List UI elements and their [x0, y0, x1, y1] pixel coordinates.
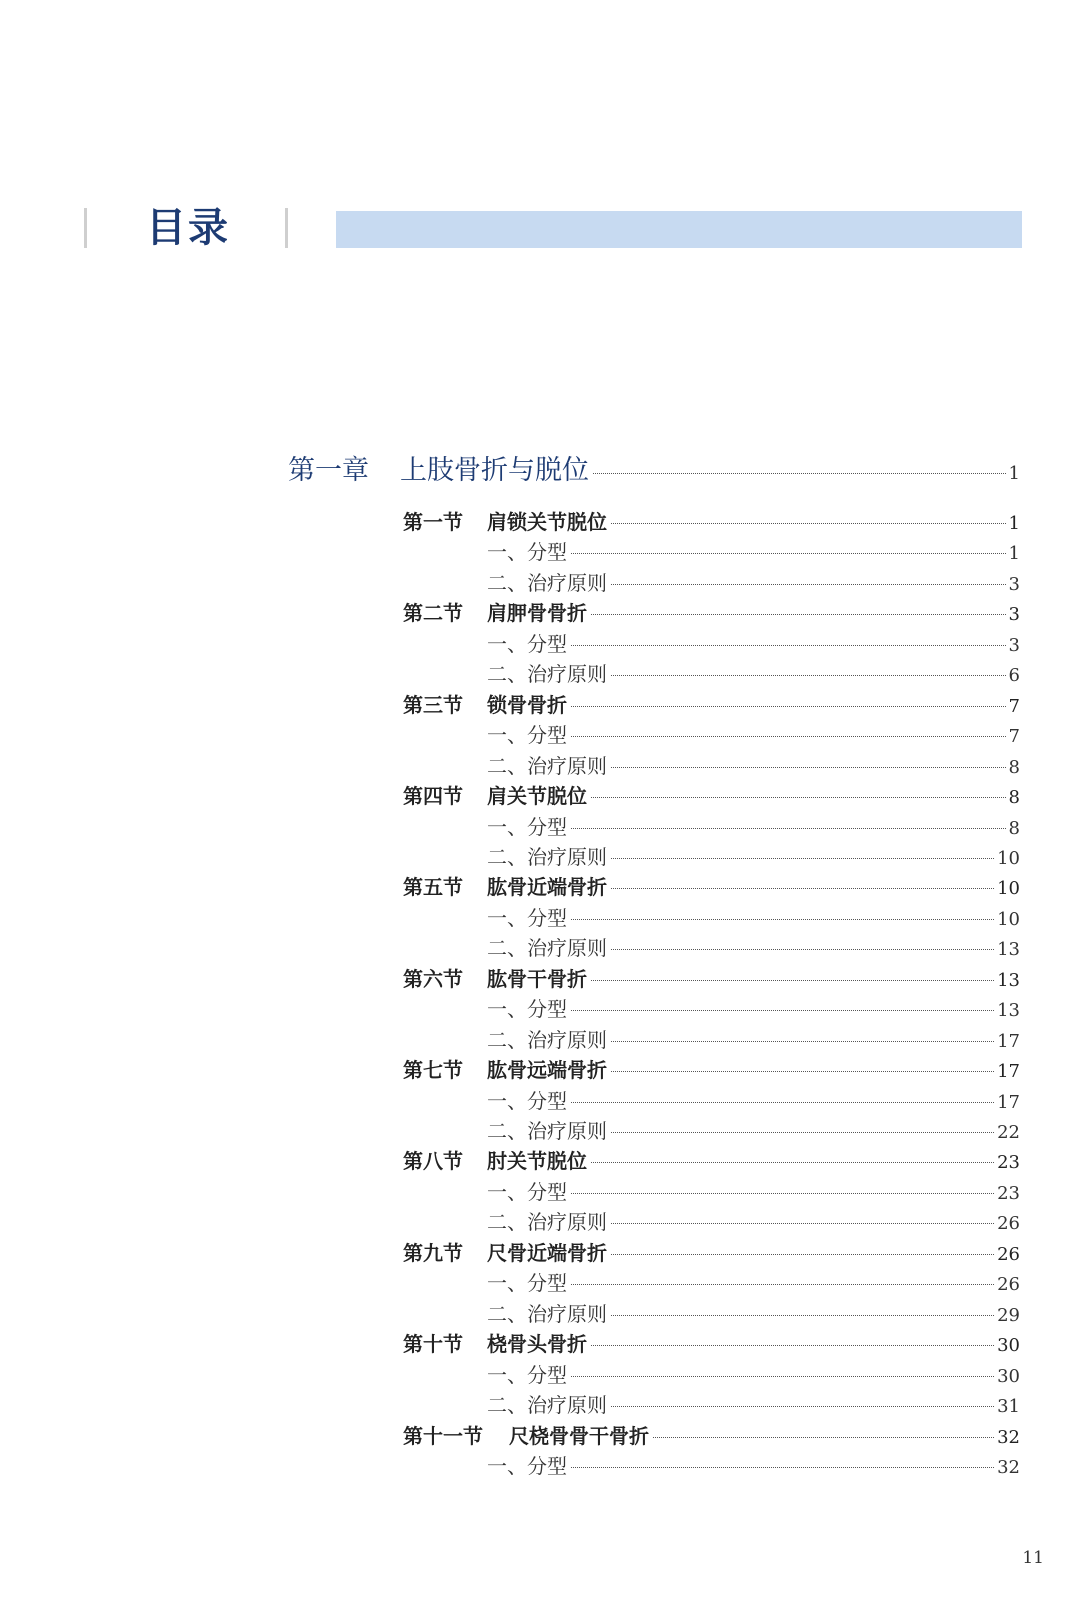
toc-section-entry[interactable] — [403, 871, 1020, 900]
section-title: 肩锁关节脱位 — [487, 510, 607, 534]
dot-leader — [611, 1071, 994, 1072]
toc-subsection-entry[interactable] — [487, 902, 1020, 931]
subsection-label: 一、分型 — [487, 723, 567, 748]
subsection-page: 3 — [1008, 634, 1020, 656]
dot-leader — [611, 858, 994, 859]
section-title: 肱骨近端骨折 — [487, 875, 607, 900]
chapter-label — [288, 448, 589, 487]
subsection-label: 二、治疗原则 — [487, 936, 607, 961]
subsection-page: 1 — [1008, 543, 1020, 565]
section-label — [403, 597, 587, 626]
section-label — [403, 1420, 649, 1449]
section-number: 第一节 — [403, 510, 463, 534]
chapter-number: 第一章 — [288, 455, 369, 486]
subsection-page: 30 — [997, 1365, 1020, 1387]
subsection-page: 10 — [997, 908, 1020, 930]
toc-subsection-entry[interactable] — [487, 811, 1020, 840]
subsection-label: 一、分型 — [487, 631, 567, 656]
section-label — [403, 506, 607, 535]
section-label — [403, 1054, 607, 1083]
subsection-page: 17 — [997, 1030, 1020, 1052]
dot-leader — [571, 553, 1006, 554]
section-title: 肩胛骨骨折 — [487, 601, 587, 626]
section-title: 肱骨干骨折 — [487, 966, 587, 991]
dot-leader — [571, 828, 1006, 829]
subsection-label: 二、治疗原则 — [487, 1027, 607, 1052]
section-page: 3 — [1008, 604, 1020, 626]
section-page: 13 — [997, 969, 1020, 991]
section-title: 尺骨近端骨折 — [487, 1240, 607, 1265]
section-label — [403, 780, 587, 809]
section-page: 8 — [1008, 787, 1020, 809]
toc-subsection-entry[interactable] — [487, 1389, 1020, 1418]
subsection-label: 一、分型 — [487, 1271, 567, 1296]
subsection-page: 26 — [997, 1274, 1020, 1296]
subsection-label: 二、治疗原则 — [487, 570, 607, 595]
section-number: 第三节 — [403, 692, 463, 717]
toc-subsection-entry[interactable] — [487, 1024, 1020, 1053]
subsection-label: 一、分型 — [487, 1088, 567, 1113]
subsection-page: 6 — [1008, 665, 1020, 687]
section-number: 第七节 — [403, 1058, 463, 1083]
subsection-label: 一、分型 — [487, 905, 567, 930]
dot-leader — [571, 919, 994, 920]
dot-leader — [571, 1376, 994, 1377]
toc-subsection-entry[interactable] — [487, 628, 1020, 657]
dot-leader — [571, 1284, 994, 1285]
section-number: 第六节 — [403, 966, 463, 991]
subsection-label: 一、分型 — [487, 814, 567, 839]
dot-leader — [611, 949, 994, 950]
toc-subsection-entry[interactable] — [487, 1206, 1020, 1235]
subsection-page: 10 — [997, 847, 1020, 869]
dot-leader — [611, 1315, 994, 1316]
subsection-page: 17 — [997, 1091, 1020, 1113]
toc-subsection-entry[interactable] — [487, 1176, 1020, 1205]
section-title: 桡骨头骨折 — [487, 1332, 587, 1357]
toc-section-entry[interactable] — [403, 1237, 1020, 1266]
subsection-page: 31 — [997, 1396, 1020, 1418]
section-page: 10 — [997, 878, 1020, 900]
toc-subsection-entry[interactable] — [487, 1359, 1020, 1388]
chapter-title: 上肢骨折与脱位 — [400, 455, 589, 486]
dot-leader — [611, 1041, 994, 1042]
dot-leader — [571, 645, 1006, 646]
section-page: 17 — [997, 1061, 1020, 1083]
section-title: 肘关节脱位 — [487, 1149, 587, 1174]
section-title: 肱骨远端骨折 — [487, 1058, 607, 1083]
subsection-label: 一、分型 — [487, 997, 567, 1022]
section-label — [403, 689, 567, 718]
toc-section-entry[interactable] — [403, 1054, 1020, 1083]
dot-leader — [571, 1102, 994, 1103]
section-page: 30 — [997, 1335, 1020, 1357]
toc-subsection-entry[interactable] — [487, 1267, 1020, 1296]
subsection-label: 二、治疗原则 — [487, 1119, 607, 1143]
section-page: 26 — [997, 1243, 1020, 1265]
subsection-label: 一、分型 — [487, 540, 567, 565]
subsection-label: 二、治疗原则 — [487, 1301, 607, 1326]
toc-section-entry[interactable] — [403, 780, 1020, 809]
subsection-label: 二、治疗原则 — [487, 844, 607, 869]
dot-leader — [591, 1345, 994, 1346]
dot-leader — [611, 767, 1006, 768]
dot-leader — [591, 797, 1006, 798]
toc-section-entry[interactable] — [403, 1145, 1020, 1174]
dot-leader — [611, 1223, 994, 1224]
subsection-page: 8 — [1008, 817, 1020, 839]
dot-leader — [611, 584, 1006, 585]
subsection-page: 26 — [997, 1213, 1020, 1235]
toc-title: 目录 — [146, 205, 230, 251]
subsection-page: 23 — [997, 1182, 1020, 1204]
subsection-label: 一、分型 — [487, 1179, 567, 1204]
dot-leader — [571, 736, 1006, 737]
section-label — [403, 1328, 587, 1357]
header-divider-left — [84, 208, 87, 248]
subsection-label: 二、治疗原则 — [487, 1210, 607, 1235]
toc-section-entry[interactable] — [403, 1420, 1020, 1449]
dot-leader — [571, 1193, 994, 1194]
toc-section-entry[interactable] — [403, 1328, 1020, 1357]
section-label — [403, 871, 607, 900]
toc-subsection-entry[interactable] — [487, 658, 1020, 687]
dot-leader — [611, 1406, 994, 1407]
subsection-page: 29 — [997, 1304, 1020, 1326]
section-label — [403, 963, 587, 992]
dot-leader — [611, 675, 1006, 676]
subsection-page: 13 — [997, 1000, 1020, 1022]
toc-section-entry[interactable] — [403, 597, 1020, 626]
subsection-page: 7 — [1008, 726, 1020, 748]
subsection-label: 一、分型 — [487, 1453, 567, 1478]
section-number: 第四节 — [403, 784, 463, 809]
dot-leader — [653, 1437, 994, 1438]
subsection-page: 3 — [1008, 573, 1020, 595]
section-page: 23 — [997, 1152, 1020, 1174]
subsection-label: 一、分型 — [487, 1362, 567, 1387]
subsection-page: 8 — [1008, 756, 1020, 778]
section-label — [403, 1237, 607, 1266]
dot-leader — [571, 1467, 994, 1468]
subsection-label: 二、治疗原则 — [487, 1393, 607, 1418]
toc-section-entry[interactable] — [403, 506, 1020, 535]
toc-subsection-entry[interactable] — [487, 1115, 1020, 1144]
dot-leader — [593, 473, 1006, 474]
section-page: 7 — [1008, 695, 1020, 717]
dot-leader — [591, 1162, 994, 1163]
header-band — [336, 211, 1022, 248]
header-divider-mid — [285, 208, 288, 248]
toc-section-entry[interactable] — [403, 689, 1020, 718]
toc-chapter-entry[interactable] — [288, 448, 1020, 487]
dot-leader — [611, 888, 994, 889]
subsection-page: 32 — [997, 1456, 1020, 1478]
subsection-page: 13 — [997, 939, 1020, 961]
section-label — [403, 1145, 587, 1174]
toc-subsection-entry[interactable] — [487, 1298, 1020, 1327]
section-title: 锁骨骨折 — [487, 692, 567, 717]
section-number: 第十一节 — [403, 1423, 483, 1448]
dot-leader — [611, 1254, 994, 1255]
section-number: 第九节 — [403, 1240, 463, 1265]
section-page: 32 — [997, 1426, 1020, 1448]
section-number: 第五节 — [403, 875, 463, 900]
dot-leader — [611, 523, 1006, 524]
subsection-label: 二、治疗原则 — [487, 662, 607, 687]
toc-section-entry[interactable] — [403, 963, 1020, 992]
dot-leader — [571, 706, 1006, 707]
toc-subsection-entry[interactable] — [487, 567, 1020, 596]
section-page: 1 — [1008, 513, 1020, 534]
dot-leader — [591, 980, 994, 981]
toc-subsection-entry[interactable] — [487, 932, 1020, 961]
toc-subsection-entry[interactable] — [487, 1085, 1020, 1114]
page-number: 11 — [1022, 1548, 1044, 1568]
dot-leader — [611, 1132, 994, 1133]
toc-subsection-entry[interactable] — [487, 750, 1020, 779]
dot-leader — [591, 614, 1006, 615]
toc-subsection-entry[interactable] — [487, 536, 1020, 565]
toc-subsection-entry[interactable] — [487, 993, 1020, 1022]
section-number: 第八节 — [403, 1149, 463, 1174]
chapter-page: 1 — [1008, 463, 1020, 484]
toc-subsection-entry[interactable] — [487, 1450, 1020, 1479]
subsection-page: 22 — [997, 1122, 1020, 1143]
section-title: 肩关节脱位 — [487, 784, 587, 809]
dot-leader — [571, 1010, 994, 1011]
toc-subsection-entry[interactable] — [487, 841, 1020, 870]
subsection-label: 二、治疗原则 — [487, 753, 607, 778]
toc-subsection-entry[interactable] — [487, 719, 1020, 748]
section-number: 第二节 — [403, 601, 463, 626]
section-number: 第十节 — [403, 1332, 463, 1357]
section-title: 尺桡骨骨干骨折 — [509, 1423, 649, 1448]
